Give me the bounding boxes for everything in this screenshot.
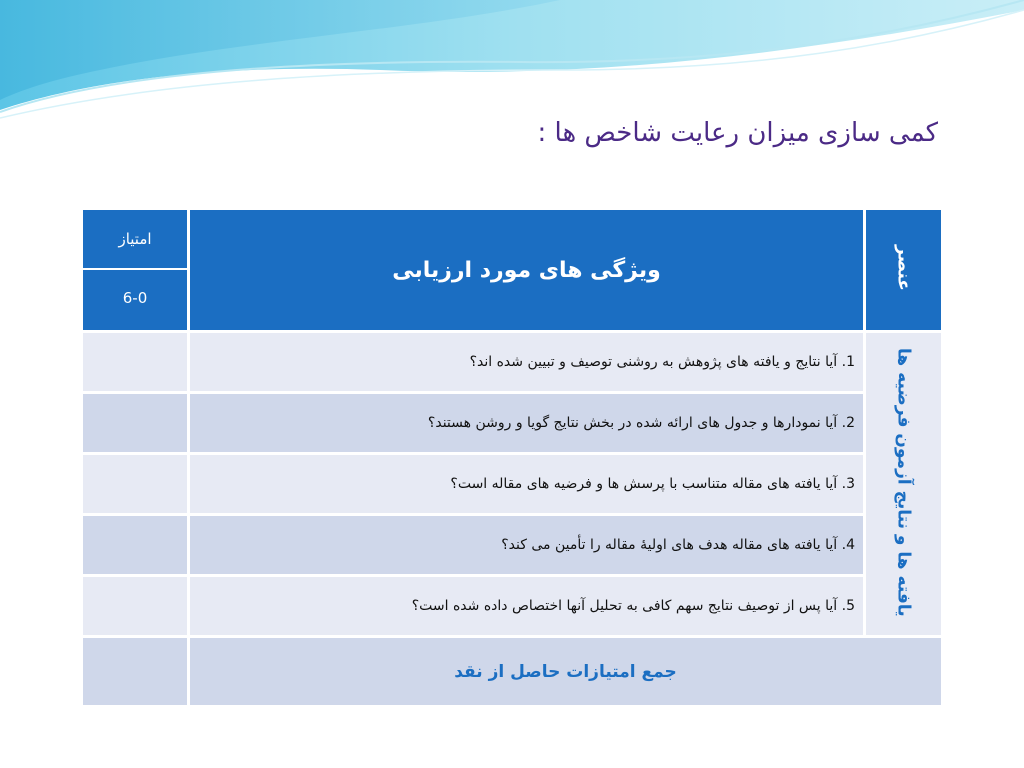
decorative-wave-header bbox=[0, 0, 1024, 130]
question-cell: 2. آیا نمودارها و جدول های ارائه شده در بخش نتایج گویا و روشن هستند؟ bbox=[189, 393, 865, 454]
header-score-range: 6-0 bbox=[122, 289, 148, 308]
question-cell: 1. آیا نتایج و یافته های پژوهش به روشنی توصیف و تبیین شده اند؟ bbox=[189, 332, 865, 393]
question-cell: 3. آیا یافته های مقاله متناسب با پرسش ها و فرضیه های مقاله است؟ bbox=[189, 454, 865, 515]
table-row bbox=[82, 454, 943, 515]
header-score bbox=[82, 209, 189, 332]
score-cell[interactable] bbox=[82, 454, 189, 515]
score-cell[interactable] bbox=[82, 515, 189, 576]
score-cell[interactable] bbox=[82, 332, 189, 393]
header-features: ویژگی های مورد ارزیابی bbox=[189, 209, 865, 332]
element-group-cell bbox=[865, 332, 943, 637]
total-label: جمع امتیازات حاصل از نقد bbox=[189, 637, 943, 707]
table-row bbox=[82, 515, 943, 576]
header-element-label: عنصر bbox=[893, 244, 914, 291]
header-element bbox=[865, 209, 943, 332]
evaluation-table bbox=[80, 207, 944, 708]
total-row bbox=[82, 637, 943, 707]
question-cell: 4. آیا یافته های مقاله هدف های اولیهٔ مقاله را تأمین می کند؟ bbox=[189, 515, 865, 576]
score-cell[interactable] bbox=[82, 393, 189, 454]
table-row bbox=[82, 576, 943, 637]
header-score-label: امتیاز bbox=[83, 210, 187, 270]
table-row bbox=[82, 332, 943, 393]
total-score-cell[interactable] bbox=[82, 637, 189, 707]
table-header-row bbox=[82, 209, 943, 332]
table-row bbox=[82, 393, 943, 454]
element-group-label: یافته ها و نتایج آزمون فرضیه ها bbox=[893, 347, 914, 617]
score-cell[interactable] bbox=[82, 576, 189, 637]
slide-title: کمی سازی میزان رعایت شاخص ها : bbox=[537, 118, 938, 148]
question-cell: 5. آیا پس از توصیف نتایج سهم کافی به تحلیل آنها اختصاص داده شده است؟ bbox=[189, 576, 865, 637]
